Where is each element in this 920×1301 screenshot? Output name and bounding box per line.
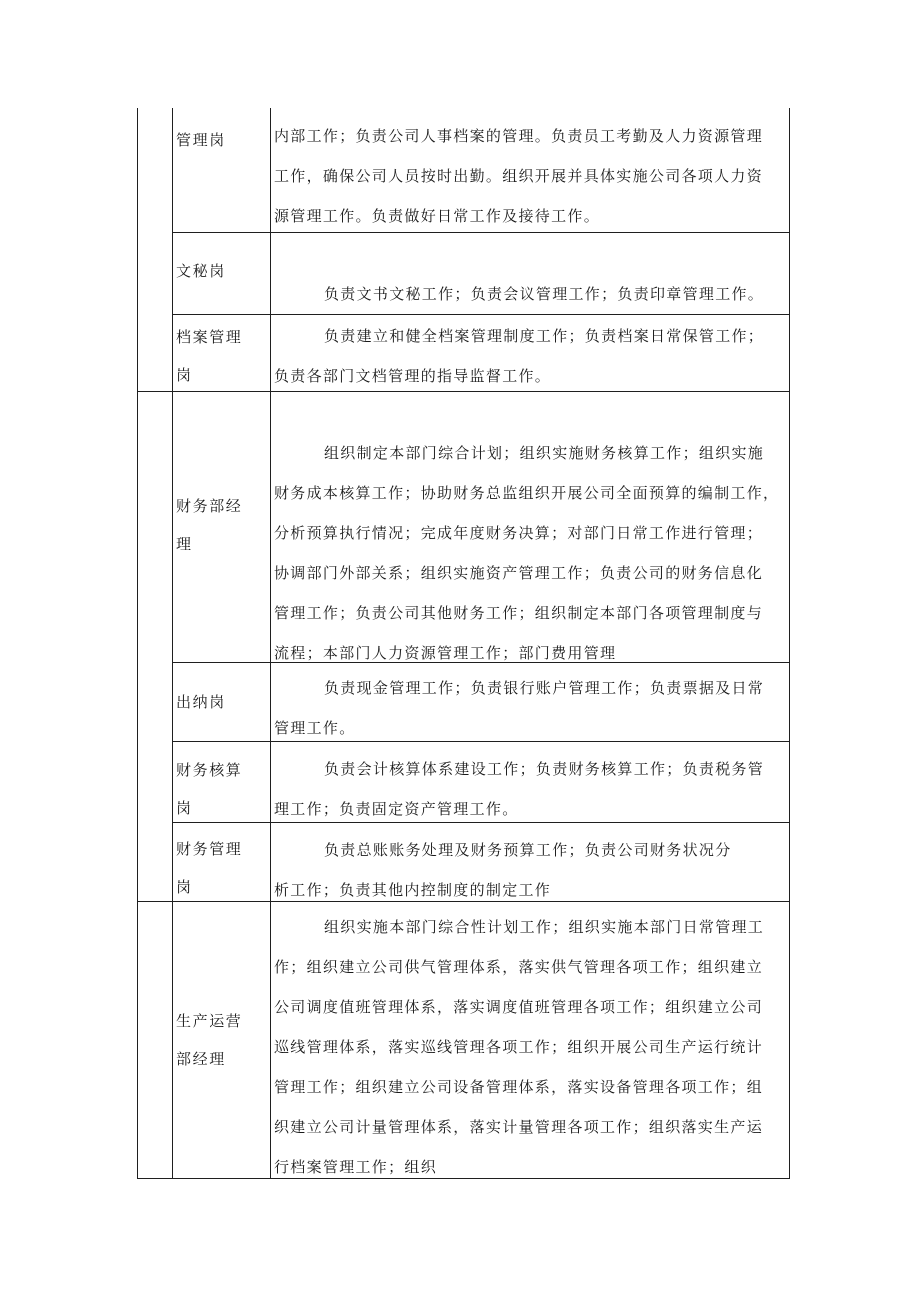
duty-line: 织建立公司计量管理体系，落实计量管理各项工作；组织落实生产运 xyxy=(274,1118,764,1136)
duty-line: 财务成本核算工作；协助财务总监组织开展公司全面预算的编制工作， xyxy=(274,484,780,502)
duty-cell xyxy=(274,116,790,236)
duty-line: 负责会计核算体系建设工作；负责财务核算工作；负责税务管 xyxy=(324,760,765,778)
duty-line: 理工作；负责固定资产管理工作。 xyxy=(274,800,519,818)
duty-cell xyxy=(274,749,790,829)
role-label: 财务核算 xyxy=(176,761,243,779)
role-label: 档案管理 xyxy=(176,328,243,346)
duty-line: 内部工作；负责公司人事档案的管理。负责员工考勤及人力资源管理 xyxy=(274,127,764,145)
table-divider-role xyxy=(172,108,173,1179)
role-label: 理 xyxy=(176,535,193,553)
table-divider-desc xyxy=(270,108,271,1179)
row-separator xyxy=(172,314,790,315)
duty-line: 行档案管理工作；组织 xyxy=(274,1158,438,1176)
duty-line: 析工作；负责其他内控制度的制定工作 xyxy=(274,881,552,899)
role-cell xyxy=(176,1002,268,1078)
duty-line: 源管理工作。负责做好日常工作及接待工作。 xyxy=(274,207,601,225)
duty-line: 管理工作；组织建立公司设备管理体系，落实设备管理各项工作；组 xyxy=(274,1078,764,1096)
duty-line: 作；组织建立公司供气管理体系，落实供气管理各项工作；组织建立 xyxy=(274,958,764,976)
duty-line: 管理工作。 xyxy=(274,719,356,737)
duty-line: 负责现金管理工作；负责银行账户管理工作；负责票据及日常 xyxy=(324,679,765,697)
duty-cell xyxy=(274,274,790,314)
duty-line: 协调部门外部关系；组织实施资产管理工作；负责公司的财务信息化 xyxy=(274,564,764,582)
role-label: 出纳岗 xyxy=(176,693,226,711)
duty-cell xyxy=(274,668,790,748)
role-label: 部经理 xyxy=(176,1050,226,1068)
role-cell xyxy=(176,751,268,827)
duty-line: 分析预算执行情况；完成年度财务决算；对部门日常工作进行管理； xyxy=(274,524,764,542)
role-cell xyxy=(176,830,268,906)
role-label: 文秘岗 xyxy=(176,262,226,280)
role-label: 财务管理 xyxy=(176,840,243,858)
role-label: 岗 xyxy=(176,878,193,896)
duty-line: 组织实施本部门综合性计划工作；组织实施本部门日常管理工 xyxy=(324,918,765,936)
duty-line: 负责各部门文档管理的指导监督工作。 xyxy=(274,367,552,385)
duty-line: 组织制定本部门综合计划；组织实施财务核算工作；组织实施 xyxy=(324,444,765,462)
duty-line: 流程；本部门人力资源管理工作；部门费用管理 xyxy=(274,644,617,662)
role-cell xyxy=(176,318,268,394)
duty-line: 负责文书文秘工作；负责会议管理工作；负责印章管理工作。 xyxy=(324,285,765,303)
duty-cell xyxy=(274,433,790,673)
role-cell xyxy=(176,252,268,290)
role-label: 财务部经 xyxy=(176,497,243,515)
duty-line: 负责总账账务处理及财务预算工作；负责公司财务状况分 xyxy=(324,841,732,859)
table-border-left xyxy=(137,108,138,1179)
role-cell xyxy=(176,487,268,563)
role-cell xyxy=(176,121,268,159)
duty-line: 工作，确保公司人员按时出勤。组织开展并具体实施公司各项人力资 xyxy=(274,167,764,185)
role-label: 岗 xyxy=(176,799,193,817)
duty-line: 巡线管理体系，落实巡线管理各项工作；组织开展公司生产运行统计 xyxy=(274,1038,764,1056)
duty-cell xyxy=(274,316,790,396)
role-label: 岗 xyxy=(176,366,193,384)
duty-line: 负责建立和健全档案管理制度工作；负责档案日常保管工作； xyxy=(324,327,765,345)
role-cell xyxy=(176,683,268,721)
duty-cell xyxy=(274,907,790,1187)
role-label: 生产运营 xyxy=(176,1012,243,1030)
role-label: 管理岗 xyxy=(176,131,226,149)
duty-line: 公司调度值班管理体系，落实调度值班管理各项工作；组织建立公司 xyxy=(274,998,764,1016)
duty-line: 管理工作；负责公司其他财务工作；组织制定本部门各项管理制度与 xyxy=(274,604,764,622)
duty-cell xyxy=(274,830,790,910)
